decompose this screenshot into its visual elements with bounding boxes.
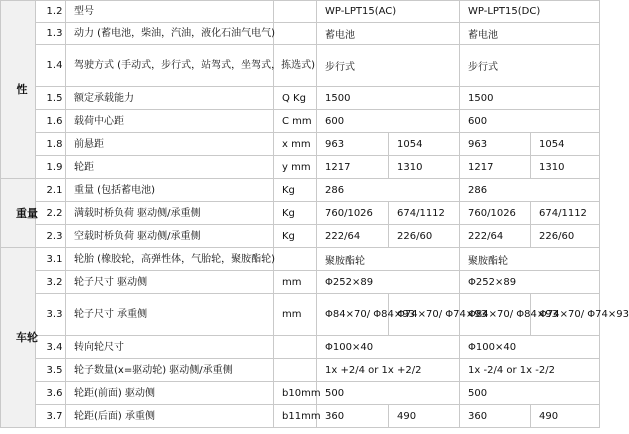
value-ac-2: 674/1112 — [389, 202, 460, 225]
value-dc-1: 1217 — [460, 156, 531, 179]
row-description: 空载时桥负荷 驱动侧/承重侧 — [66, 225, 274, 248]
table-row — [1, 382, 600, 405]
row-unit — [274, 23, 317, 45]
group-label-wheels-text: 车轮 — [16, 331, 38, 344]
value-ac: 蓄电池 — [317, 23, 460, 45]
value-dc: 1x -2/4 or 1x -2/2 — [460, 359, 600, 382]
table-row — [1, 156, 600, 179]
value-ac-1: Φ84×70/ Φ84×93 — [317, 294, 389, 336]
table-row — [1, 225, 600, 248]
value-dc: 600 — [460, 110, 600, 133]
table-row — [1, 45, 600, 87]
value-dc: WP-LPT15(DC) — [460, 1, 600, 23]
table-row — [1, 179, 600, 202]
value-ac-2: 1054 — [389, 133, 460, 156]
table-row — [1, 248, 600, 271]
value-dc: 蓄电池 — [460, 23, 600, 45]
row-number: 1.5 — [36, 87, 66, 110]
table-row — [1, 336, 600, 359]
row-number: 3.3 — [36, 294, 66, 336]
table-row — [1, 133, 600, 156]
value-ac: 1500 — [317, 87, 460, 110]
table-row — [1, 294, 600, 336]
row-number: 2.3 — [36, 225, 66, 248]
value-ac: 286 — [317, 179, 460, 202]
table-row — [1, 23, 600, 45]
row-unit: Q Kg — [274, 87, 317, 110]
value-dc-1: Φ84×70/ Φ84×93 — [460, 294, 531, 336]
value-ac: 1x +2/4 or 1x +2/2 — [317, 359, 460, 382]
row-description: 轮距(前面) 驱动侧 — [66, 382, 274, 405]
row-unit: y mm — [274, 156, 317, 179]
value-dc-1: 360 — [460, 405, 531, 428]
row-description: 轮胎 (橡胶轮，高弹性体，气胎轮，聚胺酯轮) — [66, 248, 274, 271]
value-dc-2: 226/60 — [531, 225, 600, 248]
row-unit: b11mm — [274, 405, 317, 428]
row-unit: b10mm — [274, 382, 317, 405]
value-dc: 500 — [460, 382, 600, 405]
value-ac-1: 1217 — [317, 156, 389, 179]
row-number: 1.2 — [36, 1, 66, 23]
value-dc: 286 — [460, 179, 600, 202]
value-dc-1: 222/64 — [460, 225, 531, 248]
value-ac-2: 490 — [389, 405, 460, 428]
table-row — [1, 1, 600, 23]
row-number: 3.1 — [36, 248, 66, 271]
row-description: 轮子尺寸 承重侧 — [66, 294, 274, 336]
value-dc-2: 490 — [531, 405, 600, 428]
table-row — [1, 359, 600, 382]
value-ac-2: 226/60 — [389, 225, 460, 248]
value-ac: Φ252×89 — [317, 271, 460, 294]
row-unit — [274, 336, 317, 359]
group-label-characteristics: 性 — [1, 1, 36, 179]
row-description: 重量 (包括蓄电池) — [66, 179, 274, 202]
row-description: 驾驶方式 (手动式，步行式，站驾式，坐驾式，拣选式) — [66, 45, 274, 87]
row-description: 转向轮尺寸 — [66, 336, 274, 359]
value-ac: Φ100×40 — [317, 336, 460, 359]
value-dc: 聚胺酯轮 — [460, 248, 600, 271]
row-description: 额定承载能力 — [66, 87, 274, 110]
table-row — [1, 110, 600, 133]
value-dc: 步行式 — [460, 45, 600, 87]
value-dc-2: 1054 — [531, 133, 600, 156]
row-number: 1.8 — [36, 133, 66, 156]
row-unit — [274, 248, 317, 271]
value-ac: 步行式 — [317, 45, 460, 87]
row-number: 3.2 — [36, 271, 66, 294]
group-label-weight-text: 重量 — [16, 206, 38, 220]
row-unit: Kg — [274, 179, 317, 202]
row-description: 满载时桥负荷 驱动侧/承重侧 — [66, 202, 274, 225]
row-number: 2.1 — [36, 179, 66, 202]
row-description: 轮距 — [66, 156, 274, 179]
row-unit: mm — [274, 271, 317, 294]
value-ac: 500 — [317, 382, 460, 405]
group-label-weight — [1, 179, 36, 248]
row-number: 3.7 — [36, 405, 66, 428]
row-unit: Kg — [274, 202, 317, 225]
row-description: 前悬距 — [66, 133, 274, 156]
row-description: 动力 (蓄电池，柴油，汽油，液化石油气电气) — [66, 23, 274, 45]
table-row — [1, 202, 600, 225]
value-dc-2: 1310 — [531, 156, 600, 179]
value-dc-2: Φ74×70/ Φ74×93 — [531, 294, 600, 336]
value-ac: 聚胺酯轮 — [317, 248, 460, 271]
value-ac-1: 222/64 — [317, 225, 389, 248]
row-number: 3.5 — [36, 359, 66, 382]
value-ac: 600 — [317, 110, 460, 133]
row-description: 轮子数量(x=驱动轮) 驱动侧/承重侧 — [66, 359, 274, 382]
value-dc: 1500 — [460, 87, 600, 110]
value-ac-2: 1310 — [389, 156, 460, 179]
row-unit: Kg — [274, 225, 317, 248]
value-ac-2: Φ74×70/ Φ74×93 — [389, 294, 460, 336]
row-number: 1.3 — [36, 23, 66, 45]
row-unit — [274, 359, 317, 382]
row-description: 载荷中心距 — [66, 110, 274, 133]
value-dc-1: 760/1026 — [460, 202, 531, 225]
value-ac-1: 760/1026 — [317, 202, 389, 225]
row-unit — [274, 1, 317, 23]
value-dc-1: 963 — [460, 133, 531, 156]
row-description: 型号 — [66, 1, 274, 23]
table-row — [1, 271, 600, 294]
value-dc-2: 674/1112 — [531, 202, 600, 225]
row-unit: x mm — [274, 133, 317, 156]
row-description: 轮子尺寸 驱动侧 — [66, 271, 274, 294]
row-number: 1.6 — [36, 110, 66, 133]
row-number: 2.2 — [36, 202, 66, 225]
value-ac-1: 963 — [317, 133, 389, 156]
table-row — [1, 405, 600, 428]
value-dc: Φ100×40 — [460, 336, 600, 359]
row-number: 1.4 — [36, 45, 66, 87]
row-unit: C mm — [274, 110, 317, 133]
group-label-wheels — [1, 248, 36, 428]
value-ac-1: 360 — [317, 405, 389, 428]
row-number: 3.6 — [36, 382, 66, 405]
row-number: 3.4 — [36, 336, 66, 359]
row-number: 1.9 — [36, 156, 66, 179]
value-ac: WP-LPT15(AC) — [317, 1, 460, 23]
row-unit: mm — [274, 294, 317, 336]
value-dc: Φ252×89 — [460, 271, 600, 294]
table-row — [1, 87, 600, 110]
row-description: 轮距(后面) 承重侧 — [66, 405, 274, 428]
